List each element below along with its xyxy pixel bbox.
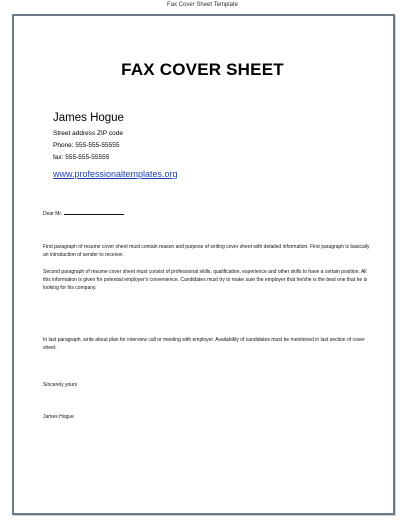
- sender-phone: Phone: 555-555-55555: [53, 142, 120, 149]
- sender-fax: fax: 555-555-55555: [53, 154, 110, 161]
- sender-name: James Hogue: [53, 112, 124, 124]
- recipient-name-blank: [64, 210, 124, 215]
- paragraph-3: In last paragraph, write about plan for interview call or meeting with employer. Availability of candidates must be mentioned in last section of cover sheet.: [43, 337, 365, 351]
- paragraph-1: First paragraph of resume cover sheet must contain reason and purpose of writing cover sheet with detailed information. First paragraph is basically an introduction of sender to receiver.: [43, 244, 370, 258]
- closing-text: Sincerely yours: [43, 382, 78, 388]
- salutation-line: [43, 210, 371, 218]
- paragraph-2: Second paragraph of resume cover sheet must consist of professional skills, qualification, experience and other skills to have a certain position. All this information is given for potential employer's convenience. Candidates must try to make sure the employer that he/she is the best one that he is looking for his company.: [43, 269, 368, 291]
- document-title: FAX COVER SHEET: [121, 60, 284, 79]
- page-header-text: Fax Cover Sheet Template: [167, 2, 238, 8]
- document-frame: [12, 14, 395, 515]
- sender-website-link[interactable]: www.professionaltemplates.org: [53, 169, 178, 179]
- sender-address: Street address ZIP code: [53, 130, 123, 137]
- salutation-text: Dear Mr.: [43, 211, 63, 217]
- sender-block: [53, 111, 178, 182]
- signature-name: James Hogue: [43, 414, 74, 420]
